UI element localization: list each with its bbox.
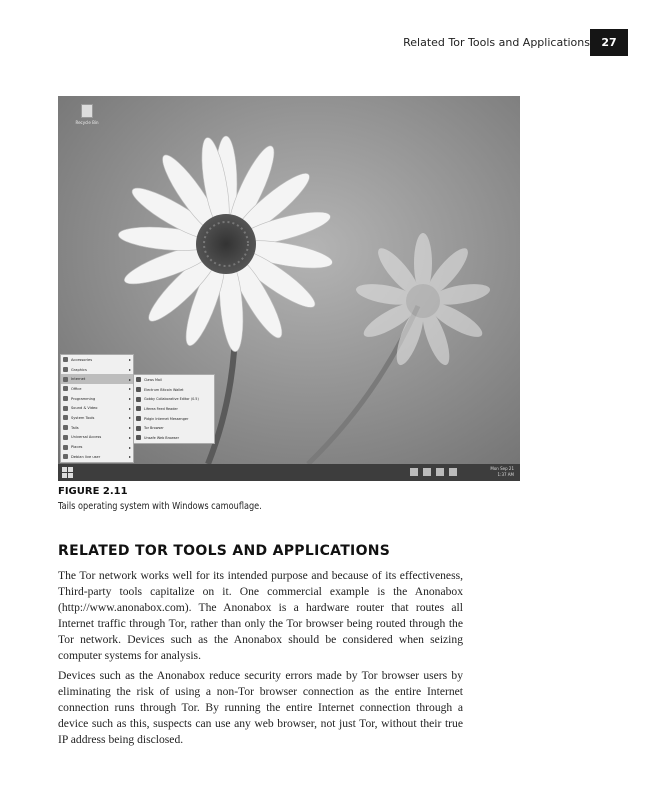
figure-label: FIGURE 2.11: [58, 486, 128, 497]
submenu-item-tor-browser[interactable]: [134, 423, 214, 433]
programming-icon: [63, 396, 68, 401]
windows-logo-icon: [62, 467, 67, 472]
chevron-right-icon: ▸: [128, 434, 131, 440]
chevron-right-icon: ▸: [128, 454, 131, 460]
places-icon: [63, 445, 68, 450]
menu-item-accessories[interactable]: [61, 355, 133, 365]
menu-item-label: Debian live user: [71, 454, 101, 459]
universal-access-icon: [63, 435, 68, 440]
body-paragraph: Devices such as the Anonabox reduce security errors made by Tor browser users by eliminating the risk of using a non-Tor browser connection as the entire Internet connection runs through Tor. By running the entire Internet connection through a device such as this, suspects can use any web browser, not just Tor, without their true IP address being disclosed.: [58, 669, 463, 746]
submenu-item-label: Pidgin Internet Messenger: [144, 416, 189, 421]
tor-icon: [136, 426, 141, 431]
menu-item-sound-video[interactable]: [61, 403, 133, 413]
menu-item-user[interactable]: [61, 452, 133, 462]
menu-item-programming[interactable]: [61, 394, 133, 404]
start-button[interactable]: [62, 467, 73, 478]
menu-item-label: Graphics: [71, 367, 87, 372]
submenu-item-label: Unsafe Web Browser: [144, 435, 180, 440]
submenu-item-liferea[interactable]: [134, 404, 214, 414]
recycle-bin-desktop-icon[interactable]: [72, 104, 102, 125]
submenu-item-label: Claws Mail: [144, 377, 162, 382]
menu-item-label: Accessories: [71, 357, 93, 362]
menu-item-tails[interactable]: [61, 423, 133, 433]
submenu-item-electrum[interactable]: [134, 385, 214, 395]
chevron-right-icon: ▸: [128, 357, 131, 363]
system-tools-icon: [63, 415, 68, 420]
running-head-title: Related Tor Tools and Applications: [403, 36, 590, 49]
mail-icon: [136, 377, 141, 382]
figure-caption: Tails operating system with Windows camouflage.: [58, 501, 262, 512]
windows-logo-icon: [68, 467, 73, 472]
menu-item-office[interactable]: [61, 384, 133, 394]
chevron-right-icon: ▸: [128, 376, 131, 382]
submenu-item-gobby[interactable]: [134, 394, 214, 404]
menu-item-label: Places: [71, 445, 83, 450]
system-tray: [410, 468, 457, 477]
menu-item-system-tools[interactable]: [61, 413, 133, 423]
chevron-right-icon: ▸: [128, 396, 131, 402]
submenu-item-label: Gobby Collaborative Editor (0.5): [144, 397, 199, 402]
recycle-bin-label: Recycle Bin: [75, 120, 99, 125]
menu-item-label: System Tools: [71, 415, 95, 420]
submenu-item-label: Liferea Feed Reader: [144, 406, 178, 411]
page-number: 27: [590, 29, 628, 56]
warning-icon: [136, 435, 141, 440]
start-menu: [60, 354, 134, 463]
menu-item-label: Internet: [71, 377, 86, 382]
volume-icon[interactable]: [449, 468, 457, 476]
menu-item-places[interactable]: [61, 442, 133, 452]
chevron-right-icon: ▸: [128, 444, 131, 450]
chevron-right-icon: ▸: [128, 405, 131, 411]
section-heading: RELATED TOR TOOLS AND APPLICATIONS: [58, 543, 391, 559]
menu-item-label: Programming: [71, 396, 96, 401]
body-paragraph: The Tor network works well for its intended purpose and because of its effectiveness, Third-party tools capitalize on it. One commercial example is the Anonabox (http://www.anonabox.com). The Anonabox is a hardware router that routes all Internet traffic through Tor, rather than only the Tor browser being routed through the Tor network. Devices such as the Anonabox should be considered when seizing computer systems for analysis.: [58, 569, 463, 662]
menu-item-label: Universal Access: [71, 435, 102, 440]
chevron-right-icon: ▸: [128, 386, 131, 392]
taskbar: [58, 464, 520, 481]
internet-submenu: [133, 374, 215, 444]
network-icon[interactable]: [436, 468, 444, 476]
clipboard-icon[interactable]: [423, 468, 431, 476]
keyboard-icon[interactable]: [410, 468, 418, 476]
submenu-item-label: Electrum Bitcoin Wallet: [144, 387, 184, 392]
submenu-item-label: Tor Browser: [144, 426, 164, 431]
chevron-right-icon: ▸: [128, 415, 131, 421]
graphics-icon: [63, 367, 68, 372]
menu-item-label: Tails: [71, 425, 79, 430]
user-icon: [63, 454, 68, 459]
menu-item-graphics[interactable]: [61, 365, 133, 375]
submenu-item-pidgin[interactable]: [134, 414, 214, 424]
internet-icon: [63, 377, 68, 382]
windows-logo-icon: [62, 473, 67, 478]
windows-logo-icon: [68, 473, 73, 478]
menu-item-label: Office: [71, 386, 82, 391]
clock-day: Mon Sep 21: [490, 466, 514, 471]
menu-item-label: Sound & Video: [71, 406, 98, 411]
submenu-item-unsafe-browser[interactable]: [134, 433, 214, 443]
feed-icon: [136, 406, 141, 411]
recycle-bin-icon: [81, 104, 93, 118]
office-icon: [63, 386, 68, 391]
menu-item-internet[interactable]: [61, 374, 133, 384]
chevron-right-icon: ▸: [128, 367, 131, 373]
accessories-icon: [63, 357, 68, 362]
submenu-item-claws-mail[interactable]: [134, 375, 214, 385]
chevron-right-icon: ▸: [128, 425, 131, 431]
messenger-icon: [136, 416, 141, 421]
tails-icon: [63, 425, 68, 430]
bitcoin-icon: [136, 387, 141, 392]
clock-time: 1:37 AM: [497, 472, 514, 477]
taskbar-clock[interactable]: [490, 466, 514, 478]
figure-screenshot: [58, 96, 520, 481]
sound-video-icon: [63, 406, 68, 411]
menu-item-universal-access[interactable]: [61, 433, 133, 443]
editor-icon: [136, 397, 141, 402]
